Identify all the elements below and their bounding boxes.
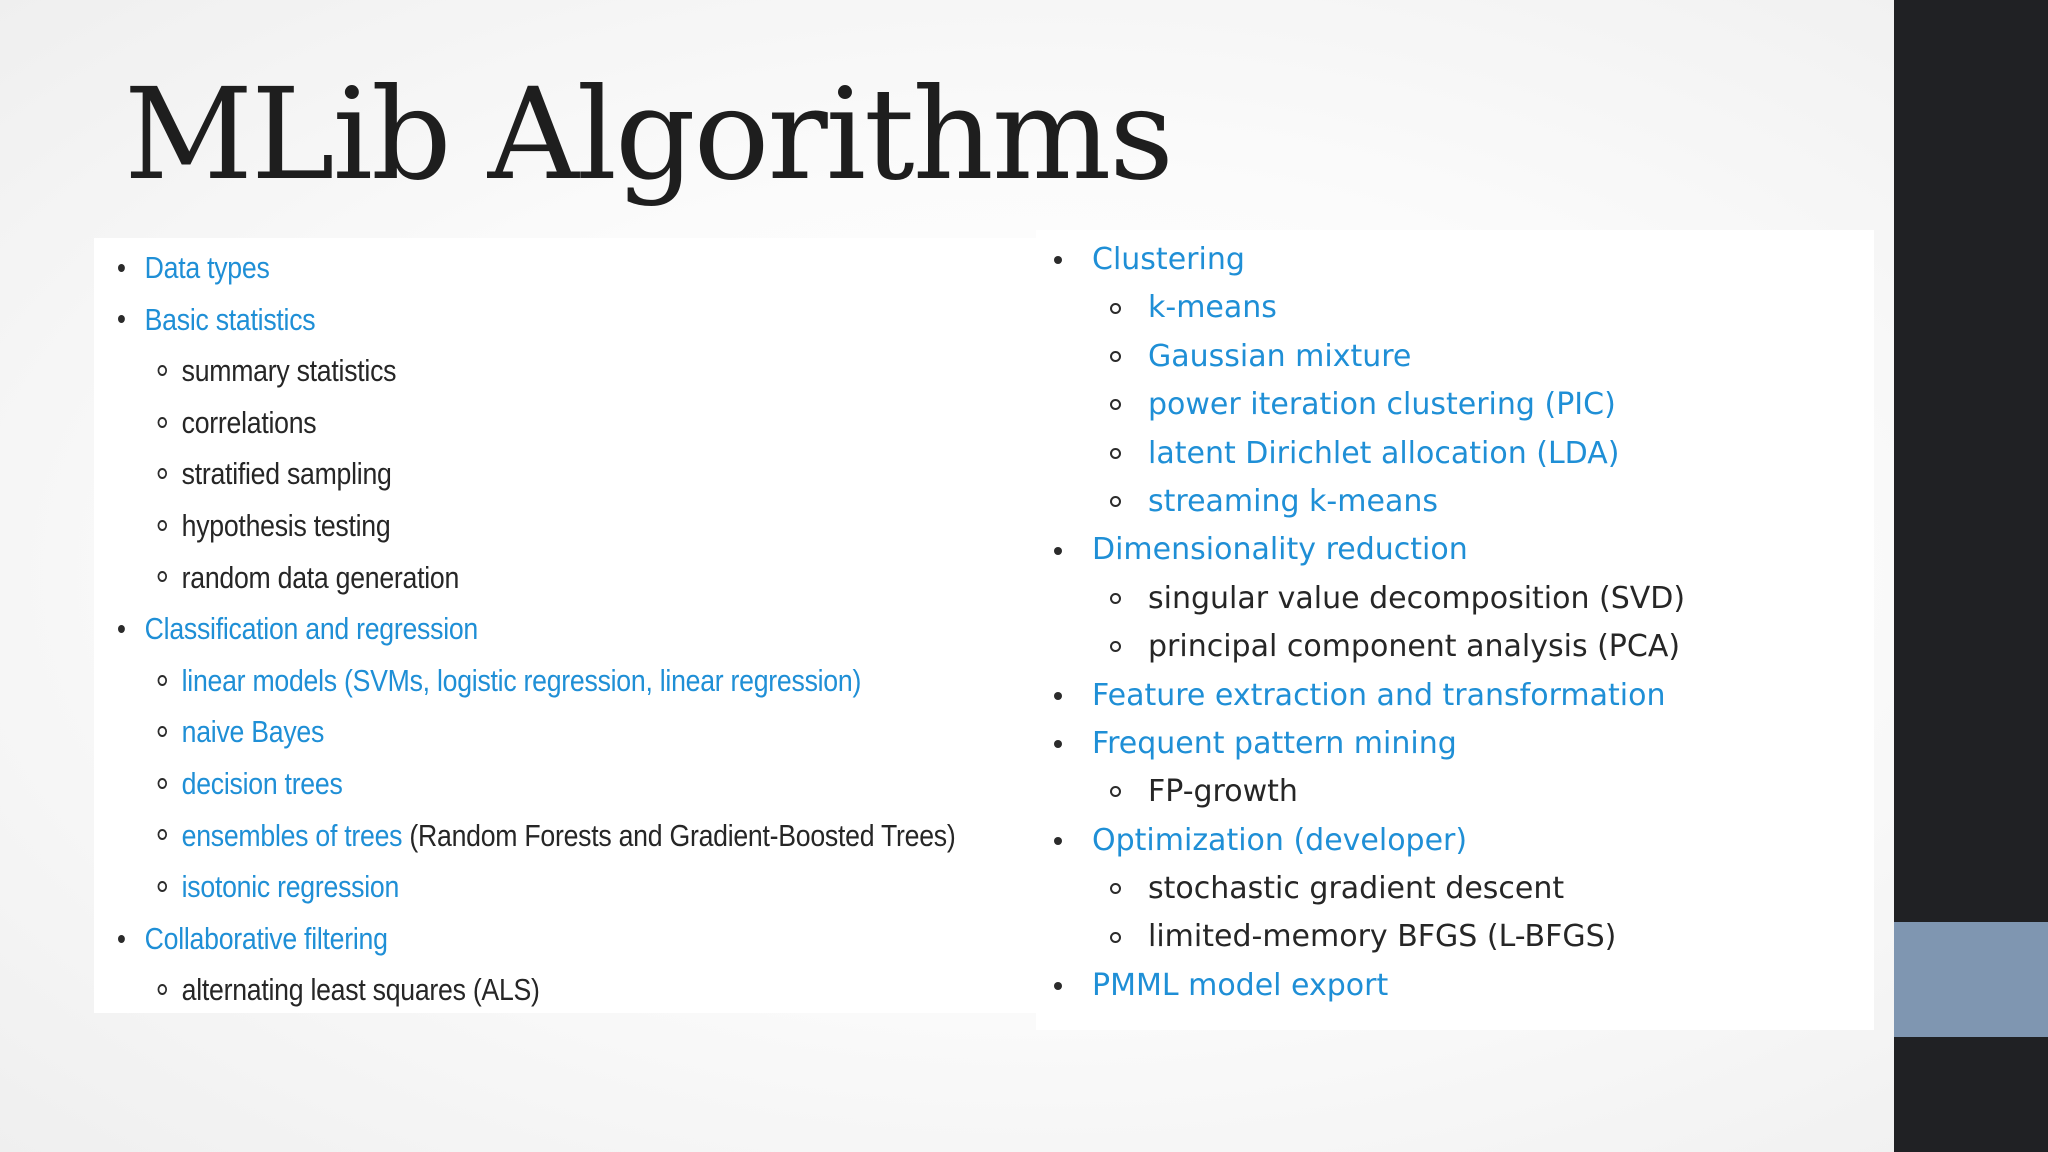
bullet-icon	[1054, 692, 1062, 700]
circle-bullet-icon	[1110, 448, 1121, 459]
sub-list-item	[1054, 913, 1685, 961]
item-description: alternating least squares (ALS)	[181, 972, 540, 1008]
circle-bullet-icon	[158, 417, 167, 428]
sidebar-panel	[1894, 0, 2048, 1152]
circle-bullet-icon	[158, 881, 167, 892]
list-item-text	[1054, 290, 1277, 325]
sub-list-item	[118, 810, 955, 862]
list-item-text	[118, 766, 343, 801]
doc-link[interactable]: Clustering	[1092, 242, 1245, 277]
list-item	[1054, 817, 1685, 865]
bullet-icon	[1054, 547, 1062, 555]
doc-link[interactable]: Feature extraction and transformation	[1092, 677, 1666, 713]
circle-bullet-icon	[158, 829, 167, 840]
sub-list-item	[1054, 478, 1685, 526]
list-item-text	[1054, 581, 1685, 616]
sub-list-item	[1054, 284, 1685, 332]
sub-list-item	[118, 655, 955, 707]
circle-bullet-icon	[158, 984, 167, 995]
item-description: principal component analysis (PCA)	[1148, 629, 1681, 665]
circle-bullet-icon	[158, 365, 167, 376]
doc-link[interactable]: Gaussian mixture	[1148, 338, 1412, 374]
doc-link[interactable]: Classification and regression	[144, 611, 479, 647]
sub-list-item	[118, 448, 955, 500]
list-item-text	[118, 250, 270, 285]
sub-list-item	[118, 758, 955, 810]
list-item-text	[118, 921, 388, 956]
sub-list-item	[1054, 623, 1685, 671]
list-item	[1054, 672, 1685, 720]
sidebar-accent-block	[1894, 922, 2048, 1037]
list-item-text	[118, 714, 324, 749]
list-item-text	[1054, 919, 1616, 954]
list-item-text	[118, 302, 315, 337]
list-item	[1054, 236, 1685, 284]
left-algorithm-list	[118, 242, 1092, 1016]
list-item	[1054, 526, 1685, 574]
list-item-text	[1054, 823, 1467, 858]
list-item-text	[1054, 968, 1388, 1003]
circle-bullet-icon	[1110, 593, 1121, 604]
bullet-icon	[118, 625, 125, 633]
doc-link[interactable]: linear models (SVMs, logistic regression, linear regression)	[181, 662, 862, 698]
circle-bullet-icon	[158, 571, 167, 582]
left-screenshot-panel	[94, 238, 1036, 1013]
sub-list-item	[1054, 575, 1685, 623]
item-description: (Random Forests and Gradient-Boosted Trees)	[402, 817, 956, 853]
list-item	[118, 603, 955, 655]
doc-link[interactable]: naive Bayes	[181, 714, 325, 750]
doc-link[interactable]: latent Dirichlet allocation (LDA)	[1148, 435, 1620, 471]
list-item	[118, 294, 955, 346]
circle-bullet-icon	[158, 778, 167, 789]
doc-link[interactable]: k-means	[1148, 290, 1277, 326]
sub-list-item	[1054, 381, 1685, 429]
sub-list-item	[118, 706, 955, 758]
sub-list-item	[1054, 333, 1685, 381]
doc-link[interactable]: ensembles of trees	[181, 817, 403, 853]
list-item-text	[1054, 242, 1245, 277]
list-item-text	[1054, 436, 1619, 471]
list-item-text	[1054, 629, 1680, 664]
list-item	[1054, 962, 1685, 1010]
list-item	[118, 242, 955, 294]
sub-list-item	[118, 345, 955, 397]
doc-link[interactable]: Basic statistics	[144, 301, 316, 337]
circle-bullet-icon	[1110, 303, 1121, 314]
right-screenshot-panel	[1036, 230, 1874, 1030]
list-item-text	[118, 611, 478, 646]
item-description: stochastic gradient descent	[1148, 871, 1565, 907]
doc-link[interactable]: Optimization (developer)	[1092, 822, 1468, 858]
doc-link[interactable]: Collaborative filtering	[144, 920, 388, 956]
sub-list-item	[118, 500, 955, 552]
bullet-icon	[118, 264, 125, 272]
list-item-text	[1054, 774, 1298, 809]
right-algorithm-list	[1054, 236, 1685, 1010]
doc-link[interactable]: streaming k-means	[1148, 483, 1438, 519]
bullet-icon	[1054, 837, 1062, 845]
sub-list-item	[118, 397, 955, 449]
doc-link[interactable]: PMML model export	[1092, 967, 1389, 1003]
list-item-text	[1054, 387, 1616, 422]
slide-title: MLib Algorithms	[124, 61, 1172, 208]
doc-link[interactable]: isotonic regression	[181, 869, 400, 905]
circle-bullet-icon	[158, 468, 167, 479]
list-item-text	[118, 972, 540, 1007]
sub-list-item	[1054, 430, 1685, 478]
sub-list-item	[118, 964, 955, 1016]
doc-link[interactable]: decision trees	[181, 765, 343, 801]
sub-list-item	[118, 861, 955, 913]
list-item-text	[1054, 726, 1457, 761]
circle-bullet-icon	[1110, 932, 1121, 943]
circle-bullet-icon	[158, 675, 167, 686]
list-item-text	[1054, 339, 1411, 374]
list-item-text	[118, 560, 459, 595]
list-item	[1054, 720, 1685, 768]
sub-list-item	[118, 552, 955, 604]
item-description: random data generation	[181, 559, 460, 595]
list-item-text	[118, 405, 316, 440]
item-description: FP-growth	[1148, 774, 1298, 810]
bullet-icon	[118, 315, 125, 323]
circle-bullet-icon	[158, 726, 167, 737]
item-description: hypothesis testing	[181, 507, 391, 543]
sub-list-item	[1054, 865, 1685, 913]
doc-link[interactable]: Data types	[144, 250, 270, 285]
doc-link[interactable]: Frequent pattern mining	[1092, 725, 1457, 761]
item-description: singular value decomposition (SVD)	[1148, 580, 1686, 616]
sub-list-item	[1054, 768, 1685, 816]
item-description: summary statistics	[181, 353, 397, 389]
doc-link[interactable]: Dimensionality reduction	[1092, 532, 1468, 568]
list-item-text	[118, 663, 861, 698]
list-item-text	[118, 818, 955, 853]
list-item	[118, 913, 955, 965]
bullet-icon	[118, 935, 125, 943]
list-item-text	[1054, 532, 1468, 567]
list-item-text	[1054, 871, 1564, 906]
item-description: limited-memory BFGS (L-BFGS)	[1148, 919, 1617, 955]
circle-bullet-icon	[1110, 351, 1121, 362]
doc-link[interactable]: power iteration clustering (PIC)	[1148, 387, 1616, 423]
circle-bullet-icon	[158, 520, 167, 531]
list-item-text	[1054, 678, 1665, 713]
item-description: correlations	[181, 404, 317, 440]
bullet-icon	[1054, 982, 1062, 990]
item-description: stratified sampling	[181, 456, 392, 492]
